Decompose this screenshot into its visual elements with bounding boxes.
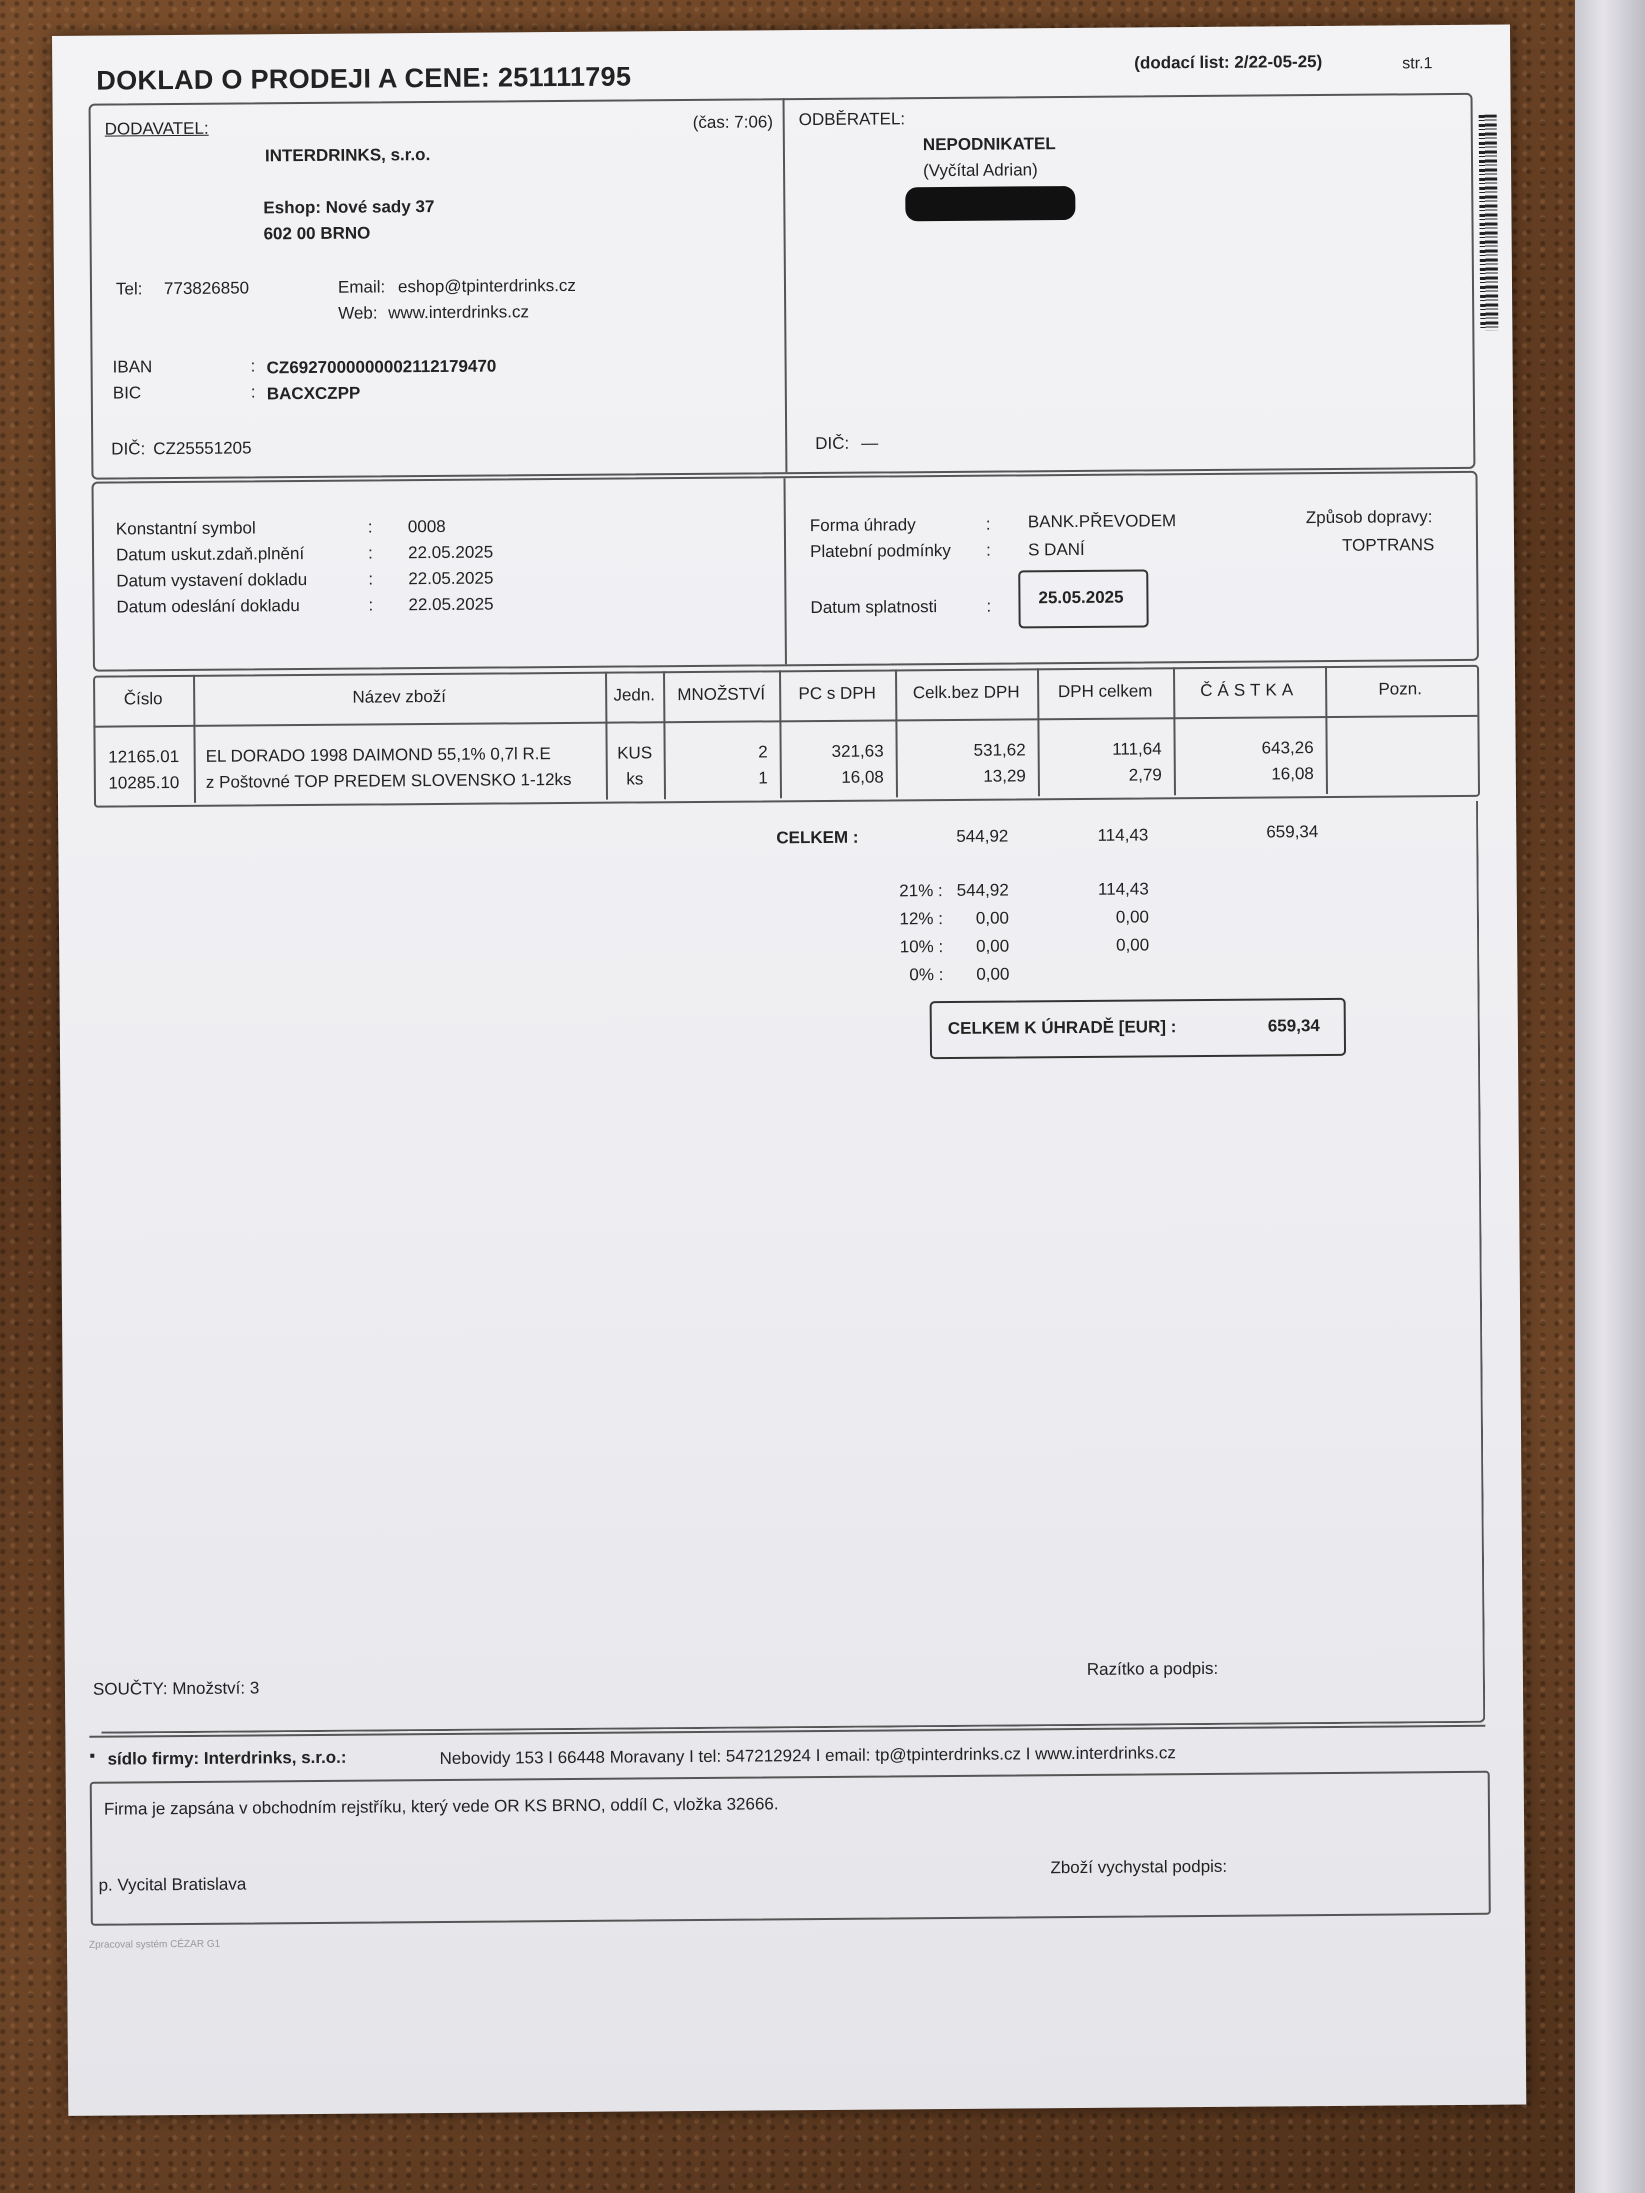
- cell-vat: 111,64: [1112, 739, 1162, 759]
- vat-rate: 21% :: [899, 881, 943, 901]
- bic-value: BACXCZPP: [266, 383, 361, 404]
- sums-line: SOUČTY: Množství: 3: [92, 1678, 260, 1699]
- th-mnozstvi: MNOŽSTVÍ: [677, 684, 766, 705]
- customer-label: ODBĚRATEL:: [798, 109, 906, 130]
- background-curtain: [1575, 0, 1645, 2193]
- totals-area: [94, 801, 1485, 1734]
- detail-value: 22.05.2025: [408, 594, 494, 615]
- detail-value: 22.05.2025: [408, 568, 494, 589]
- document-title: DOKLAD O PRODEJI A CENE: 251111795: [96, 61, 632, 96]
- seat-bullet: ▪: [89, 1747, 96, 1765]
- detail-colon: :: [368, 569, 374, 589]
- email-value: eshop@tpinterdrinks.cz: [397, 275, 576, 297]
- cell-unit: KUS: [617, 743, 653, 763]
- detail-colon: :: [368, 595, 374, 615]
- seat-info: Nebovidy 153 I 66448 Moravany I tel: 547212924 I email: tp@tpinterdrinks.cz I www.interdrinks.cz: [439, 1743, 1176, 1769]
- payment-terms-label: Platební podmínky: [809, 540, 951, 562]
- th-pozn: Pozn.: [1378, 679, 1422, 699]
- cell-unit: ks: [626, 769, 644, 789]
- web-value: www.interdrinks.cz: [388, 302, 530, 323]
- vat-rate-vat: 0,00: [1116, 935, 1150, 955]
- vat-rate-net: 544,92: [956, 880, 1009, 900]
- supplier-address1: Eshop: Nové sady 37: [263, 197, 435, 218]
- page-number: str.1: [1402, 55, 1433, 73]
- vat-rate-net: 0,00: [975, 908, 1010, 928]
- detail-value: 0008: [407, 516, 446, 537]
- iban-label: IBAN: [112, 357, 153, 377]
- registry-text: Firma je zapsána v obchodním rejstříku, který vede OR KS BRNO, oddíl C, vložka 32666.: [103, 1794, 779, 1819]
- th-net: Celk.bez DPH: [912, 682, 1020, 703]
- cell-pc: 321,63: [831, 741, 884, 761]
- iban-value: CZ6927000000002112179470: [266, 356, 497, 378]
- supplier-name: INTERDRINKS, s.r.o.: [264, 145, 431, 166]
- cell-amount: 643,26: [1261, 738, 1314, 758]
- cell-qty: 2: [758, 742, 768, 762]
- picked-label: Zboží vychystal podpis:: [1050, 1856, 1228, 1878]
- detail-colon: :: [367, 517, 373, 537]
- invoice-paper: [52, 25, 1526, 2116]
- tel-value: 773826850: [163, 278, 250, 299]
- redacted-address: [905, 186, 1075, 221]
- total-net: 544,92: [956, 826, 1009, 846]
- bic-colon: :: [250, 382, 256, 402]
- web-label: Web:: [338, 303, 378, 323]
- vat-rate-net: 0,00: [976, 936, 1010, 956]
- vat-rate: 10% :: [899, 937, 944, 957]
- transport-value: TOPTRANS: [1341, 535, 1435, 555]
- bic-label: BIC: [112, 383, 142, 403]
- due-date-label: Datum splatnosti: [810, 597, 938, 618]
- th-pc: PC s DPH: [798, 683, 876, 704]
- vat-rate-vat: 114,43: [1097, 879, 1149, 899]
- system-note: Zpracoval systém CÉZAR G1: [88, 1938, 221, 1951]
- tel-label: Tel:: [115, 279, 143, 299]
- cell-name: z Poštovné TOP PREDEM SLOVENSKO 1-12ks: [205, 769, 572, 792]
- vat-rate: 12% :: [899, 909, 944, 929]
- customer-dic-label: DIČ:: [815, 433, 850, 454]
- th-cislo: Číslo: [123, 689, 163, 709]
- payment-form-value: BANK.PŘEVODEM: [1027, 511, 1177, 532]
- total-vat: 114,43: [1097, 825, 1149, 845]
- cell-code: 10285.10: [108, 773, 180, 793]
- detail-label: Datum uskut.zdaň.plnění: [116, 544, 305, 565]
- barcode: [1479, 115, 1499, 331]
- detail-colon: :: [367, 543, 373, 563]
- iban-colon: :: [250, 356, 256, 376]
- supplier-label: DODAVATEL:: [104, 118, 209, 139]
- supplier-time: (čas: 7:06): [692, 112, 774, 132]
- payment-form-label: Forma úhrady: [809, 515, 916, 536]
- th-amount: ČÁSTKA: [1200, 680, 1299, 701]
- supplier-dic-value: CZ25551205: [153, 438, 252, 459]
- cell-net: 13,29: [983, 766, 1026, 786]
- supplier-address2: 602 00 BRNO: [263, 223, 371, 244]
- th-vat: DPH celkem: [1057, 681, 1153, 702]
- cell-vat: 2,79: [1128, 765, 1162, 785]
- cell-amount: 16,08: [1271, 764, 1314, 784]
- due-date-value: 25.05.2025: [1038, 587, 1124, 608]
- cell-net: 531,62: [973, 740, 1026, 760]
- detail-value: 22.05.2025: [407, 542, 494, 563]
- pay-total-value: 659,34: [1267, 1016, 1320, 1036]
- cell-qty: 1: [758, 768, 768, 788]
- email-label: Email:: [337, 277, 386, 297]
- transport-label: Způsob dopravy:: [1305, 507, 1433, 528]
- total-amount: 659,34: [1266, 822, 1319, 842]
- cell-name: EL DORADO 1998 DAIMOND 55,1% 0,7l R.E: [205, 744, 551, 766]
- supplier-dic-label: DIČ:: [111, 439, 146, 459]
- total-label: CELKEM :: [776, 827, 859, 848]
- vat-rate: 0% :: [909, 965, 944, 985]
- stamp-label: Razítko a podpis:: [1086, 1658, 1219, 1679]
- detail-label: Datum vystavení dokladu: [116, 570, 308, 591]
- th-jedn: Jedn.: [613, 685, 656, 705]
- due-date-colon: :: [986, 596, 992, 616]
- cell-code: 12165.01: [108, 747, 180, 767]
- registry-box: [90, 1771, 1491, 1926]
- cell-pc: 16,08: [841, 767, 884, 787]
- payment-terms-value: S DANÍ: [1027, 539, 1085, 560]
- issuer-person: p. Vycital Bratislava: [98, 1874, 247, 1895]
- customer-person: (Vyčítal Adrian): [923, 160, 1038, 181]
- vat-rate-vat: 0,00: [1115, 907, 1150, 927]
- detail-label: Datum odeslání dokladu: [116, 596, 300, 617]
- pay-total-label: CELKEM K ÚHRADĚ [EUR] :: [947, 1017, 1177, 1038]
- customer-dic-value: —: [861, 433, 879, 453]
- vat-rate-net: 0,00: [976, 964, 1010, 984]
- delivery-note-number: (dodací list: 2/22-05-25): [1134, 52, 1323, 73]
- seat-label: sídlo firmy: Interdrinks, s.r.o.:: [107, 1747, 347, 1769]
- payment-terms-colon: :: [985, 540, 991, 560]
- customer-name: NEPODNIKATEL: [922, 134, 1056, 155]
- payment-form-colon: :: [985, 514, 991, 534]
- th-nazev: Název zboží: [352, 686, 447, 707]
- detail-label: Konstantní symbol: [115, 518, 256, 539]
